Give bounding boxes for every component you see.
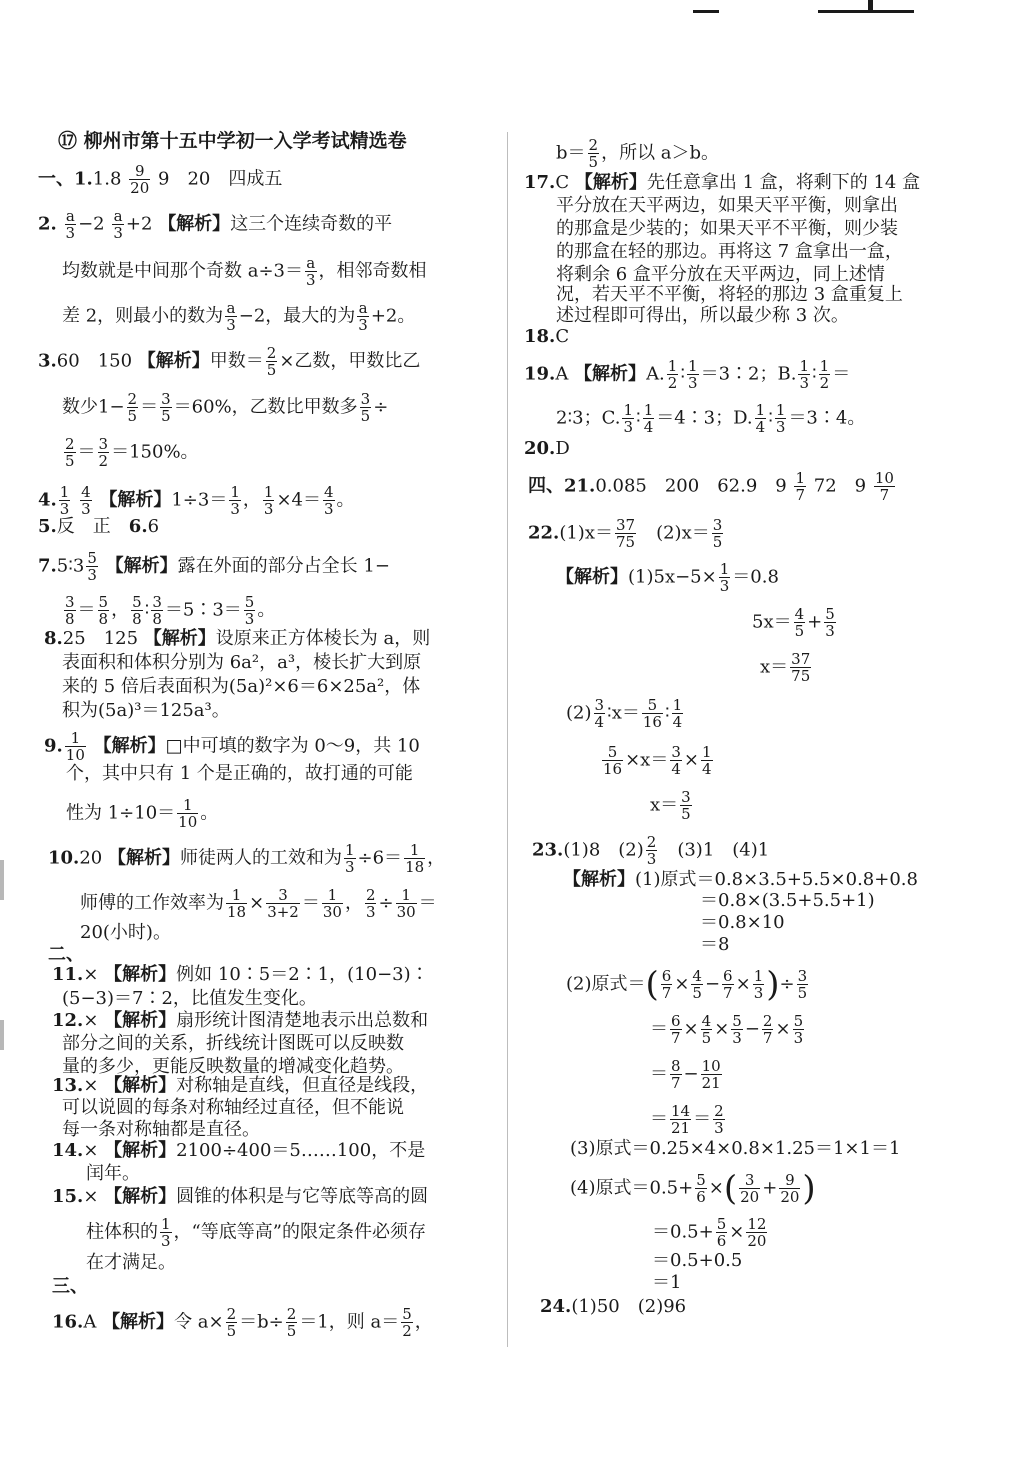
- answer-line: 20.D: [524, 438, 570, 459]
- answer-line: (4)原式＝0.5+ $\frac{5}{6}$ ×( $\frac{3}{20}$ + $\frac{9}{20}$ ): [570, 1168, 816, 1209]
- scan-mark: [818, 10, 914, 13]
- answer-line: 表面积和体积分别为 6a²，a³，棱长扩大到原: [62, 652, 422, 673]
- answer-line: 每一条对称轴都是直径。: [62, 1119, 260, 1140]
- scan-mark: [0, 860, 4, 900]
- answer-line: ＝ $\frac{8}{7}$ − $\frac{10}{21}$: [650, 1057, 721, 1092]
- answer-line: ＝0.8×10: [700, 912, 785, 933]
- answer-line: (3)原式＝0.25×4×0.8×1.25＝1×1＝1: [570, 1138, 901, 1159]
- answer-line: 一、1.1.8 $\frac{9}{20}$ 9 20 四成五: [38, 162, 283, 197]
- answer-line: x＝ $\frac{3}{5}$: [650, 788, 691, 823]
- answer-line: 数少1− $\frac{2}{5}$ ＝ $\frac{3}{5}$ ＝60%，乙数比甲数多 $\frac{3}{5}$ ÷: [62, 390, 389, 425]
- answer-line: 5x＝ $\frac{4}{5}$ + $\frac{5}{3}$: [752, 605, 835, 640]
- answer-line: 的那盒在轻的那边。再将这 7 盒拿出一盒，: [556, 241, 903, 262]
- answer-line: 量的多少，更能反映数量的增减变化趋势。: [62, 1056, 404, 1077]
- scan-mark: [0, 1020, 4, 1050]
- answer-line: 的那盒是少装的；如果天平不平衡，则少装: [556, 218, 898, 239]
- answer-line: 来的 5 倍后表面积为(5a)²×6＝6×25a²，体: [62, 676, 421, 697]
- answer-line: 【解析】(1)原式＝0.8×3.5+5.5×0.8+0.8: [563, 869, 918, 890]
- answer-line: 18.C: [524, 326, 570, 347]
- scan-mark: [693, 10, 719, 13]
- answer-line: x＝ $\frac{37}{75}$: [760, 650, 811, 685]
- answer-line: 2. $\frac{a}{3}$ −2 $\frac{a}{3}$ +2 【解析】这三个连续奇数的平: [38, 207, 393, 242]
- answer-line: 4. $\frac{1}{3}$ $\frac{4}{3}$ 【解析】1÷3＝ $\frac{1}{3}$ ， $\frac{1}{3}$ ×4＝ $\frac{4}{3}$ 。: [38, 483, 355, 518]
- fraction: $\frac{9}{20}$: [130, 162, 150, 197]
- answer-line: 10.20 【解析】师徒两人的工效和为 $\frac{1}{3}$ ÷6＝ $\frac{1}{18}$ ，: [48, 841, 446, 876]
- answer-line: 8.25 125 【解析】设原来正方体棱长为 a，则: [44, 628, 431, 649]
- column-divider: [507, 132, 508, 1347]
- answer-line: (5−3)＝7∶2，比值发生变化。: [62, 988, 317, 1009]
- section-heading: 二、: [48, 944, 84, 965]
- answer-line: 3.60 150 【解析】甲数＝ $\frac{2}{5}$ ×乙数，甲数比乙: [38, 344, 421, 379]
- answer-line: 19.A 【解析】A. $\frac{1}{2}$ ∶ $\frac{1}{3}$ ＝3∶2；B. $\frac{1}{3}$ ∶ $\frac{1}{2}$ ＝: [524, 357, 851, 392]
- answer-line: 性为 1÷10＝ $\frac{1}{10}$ 。: [66, 796, 219, 831]
- answer-line: ＝0.5+ $\frac{5}{6}$ × $\frac{12}{20}$: [652, 1215, 767, 1250]
- answer-line: 况，若天平不平衡，将轻的那边 3 盒重复上: [556, 284, 903, 305]
- answer-line: 5.反 正 6.6: [38, 516, 160, 537]
- answer-line: 四、21.0.085 200 62.9 9 $\frac{1}{7}$ 72 9 $\frac{10}{7}$: [528, 469, 894, 504]
- answer-line: 【解析】(1)5x−5× $\frac{1}{3}$ ＝0.8: [556, 560, 779, 595]
- answer-line: 9. $\frac{1}{10}$ 【解析】□中可填的数字为 0～9，共 10: [44, 729, 420, 764]
- page-title: ⑰ 柳州市第十五中学初一入学考试精选卷: [58, 130, 407, 152]
- answer-line: 部分之间的关系，折线统计图既可以反映数: [62, 1033, 404, 1054]
- answer-line: ＝0.8×(3.5+5.5+1): [700, 890, 875, 911]
- answer-line: $\frac{5}{16}$ ×x＝ $\frac{3}{4}$ × $\frac{1}{4}$: [603, 743, 712, 778]
- answer-line: 2∶3；C. $\frac{1}{3}$ ∶ $\frac{1}{4}$ ＝4∶3；D. $\frac{1}{4}$ ∶ $\frac{1}{3}$ ＝3∶4。: [556, 401, 866, 436]
- answer-line: 积为(5a)³＝125a³。: [62, 700, 230, 721]
- answer-line: 可以说圆的每条对称轴经过直径，但不能说: [62, 1097, 404, 1118]
- answer-line: 17.C 【解析】先任意拿出 1 盒，将剩下的 14 盒: [524, 172, 921, 193]
- scan-mark: [868, 0, 873, 12]
- answer-line: 平分放在天平两边，如果天平平衡，则拿出: [556, 195, 898, 216]
- answer-line: 述过程即可得出，所以最少称 3 次。: [556, 305, 849, 326]
- answer-line: 23.(1)8 (2) $\frac{2}{3}$ (3)1 (4)1: [532, 833, 770, 868]
- answer-line: ＝ $\frac{14}{21}$ ＝ $\frac{2}{3}$: [650, 1102, 724, 1137]
- answer-line: 15.× 【解析】圆锥的体积是与它等底等高的圆: [52, 1186, 429, 1207]
- answer-line: 22.(1)x＝ $\frac{37}{75}$ (2)x＝ $\frac{3}{5}$: [528, 516, 723, 551]
- answer-line: 柱体积的 $\frac{1}{3}$ ，“等底等高”的限定条件必须存: [86, 1215, 426, 1250]
- answer-line: 24.(1)50 (2)96: [540, 1296, 687, 1317]
- answer-line: 将剩余 6 盒平分放在天平两边，同上述情: [556, 264, 885, 285]
- answer-line: 20(小时)。: [80, 922, 171, 943]
- answer-line: 个，其中只有 1 个是正确的，故打通的可能: [66, 763, 413, 784]
- answer-line: 闰年。: [86, 1163, 140, 1184]
- answer-line: ＝ $\frac{6}{7}$ × $\frac{4}{5}$ × $\frac{5}{3}$ − $\frac{2}{7}$ × $\frac{5}{3}$: [650, 1012, 804, 1047]
- answer-line: ＝8: [700, 934, 730, 955]
- answer-line: 14.× 【解析】2100÷400＝5……100，不是: [52, 1140, 426, 1161]
- answer-line: $\frac{2}{5}$ ＝ $\frac{3}{2}$ ＝150%。: [65, 435, 199, 470]
- answer-line: $\frac{3}{8}$ ＝ $\frac{5}{8}$ ， $\frac{5}{8}$ ∶ $\frac{3}{8}$ ＝5∶3＝ $\frac{5}{3}$ 。: [65, 593, 276, 628]
- answer-line: 11.× 【解析】例如 10∶5＝2∶1，(10−3)∶: [52, 964, 429, 985]
- answer-line: ＝0.5+0.5: [652, 1250, 743, 1271]
- answer-line: ＝1: [652, 1272, 682, 1293]
- answer-line: 7.5∶3 $\frac{5}{3}$ 【解析】露在外面的部分占全长 1−: [38, 549, 390, 584]
- answer-line: 13.× 【解析】对称轴是直线，但直径是线段，: [52, 1075, 429, 1096]
- answer-line: b＝ $\frac{2}{5}$ ，所以 a＞b。: [556, 136, 720, 171]
- answer-line: (2) $\frac{3}{4}$ ∶x＝ $\frac{5}{16}$ ∶ $\frac{1}{4}$: [566, 696, 683, 731]
- answer-line: 师傅的工作效率为 $\frac{1}{18}$ × $\frac{3}{3+2}$ ＝ $\frac{1}{30}$ ， $\frac{2}{3}$ ÷ $\frac{1}{30}$ ＝: [80, 886, 437, 921]
- answer-line: 在才满足。: [86, 1252, 176, 1273]
- answer-line: (2)原式＝( $\frac{6}{7}$ × $\frac{4}{5}$ − $\frac{6}{7}$ × $\frac{1}{3}$ )÷ $\frac{3}{5}$: [566, 964, 808, 1005]
- answer-line: 均数就是中间那个奇数 a÷3＝ $\frac{a}{3}$ ，相邻奇数相: [62, 254, 427, 289]
- answer-line: 差 2，则最小的数为 $\frac{a}{3}$ −2，最大的为 $\frac{a}{3}$ +2。: [62, 299, 416, 334]
- answer-line: 12.× 【解析】扇形统计图清楚地表示出总数和: [52, 1010, 429, 1031]
- answer-line: 16.A 【解析】令 a× $\frac{2}{5}$ ＝b÷ $\frac{2}{5}$ ＝1，则 a＝ $\frac{5}{2}$ ，: [52, 1305, 433, 1340]
- section-heading: 三、: [52, 1276, 88, 1297]
